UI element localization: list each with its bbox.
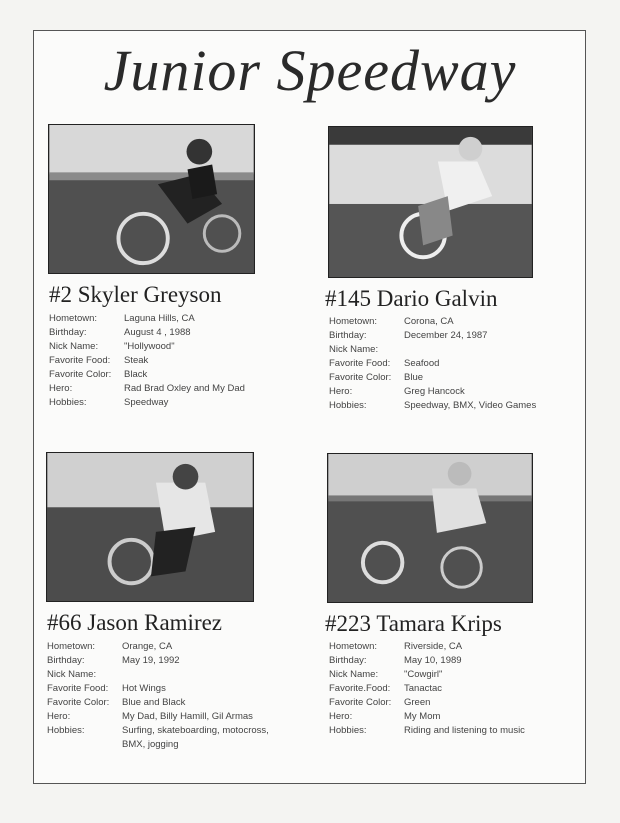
- rider-photo: [46, 452, 254, 602]
- rider-name: #223 Tamara Krips: [325, 611, 502, 636]
- rider-name: #145 Dario Galvin: [325, 286, 498, 311]
- page-title: Junior Speedway: [103, 38, 517, 103]
- rider-info: Hometown: Riverside, CA Birthday: May 10, 1989 Nick Name: "Cowgirl" Favorite.Food: Tanactac Favorite Color: Green Hero: My Mom Hobbies: Riding and listening to music: [329, 641, 525, 736]
- rider-name: #2 Skyler Greyson: [49, 282, 222, 307]
- rider-name: #66 Jason Ramirez: [47, 610, 223, 635]
- rider-photo: [48, 124, 255, 274]
- rider-photo: [327, 453, 533, 603]
- rider-info: Hometown: Laguna Hills, CA Birthday: August 4 , 1988 Nick Name: "Hollywood" Favorite Food: Steak Favorite Color: Black Hero: Rad Brad Oxley and My Dad Hobbies: Speedway: [49, 313, 245, 408]
- rider-info: Hometown: Orange, CA Birthday: May 19, 1992 Nick Name: Favorite Food: Hot Wings Favorite Color: Blue and Black Hero: My Dad, Billy Hamill, Gil Armas Hobbies: Surfing, skateboarding, motocross, BMX, jogging: [47, 641, 269, 750]
- rider-photo: [328, 126, 533, 278]
- rider-info: Hometown: Corona, CA Birthday: December 24, 1987 Nick Name: Favorite Food: Seafood Favorite Color: Blue Hero: Greg Hancock Hobbies: Speedway, BMX, Video Games: [329, 316, 537, 411]
